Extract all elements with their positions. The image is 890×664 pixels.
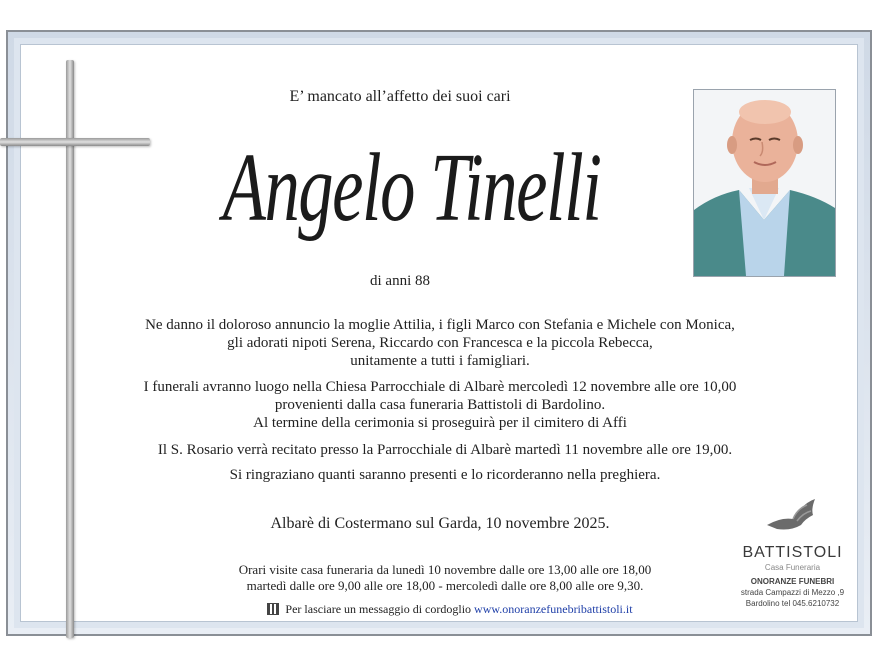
dove-icon (763, 495, 823, 535)
family-line: Ne danno il doloroso annuncio la moglie Attilia, i figli Marco con Stefania e Michele con Monica, (145, 317, 735, 333)
brand-service: ONORANZE FUNEBRI (750, 577, 835, 586)
condolence-message (230, 602, 670, 617)
place-date: Albarè di Costermano sul Garda, 10 novembre 2025. (270, 515, 610, 532)
visiting-hours-line: Orari visite casa funeraria da lunedì 10 novembre dalle ore 13,00 alle ore 18,00 (238, 562, 652, 577)
funeral-line: I funerali avranno luogo nella Chiesa Parrocchiale di Albarè mercoledì 12 novembre alle ore 10,00 (143, 379, 737, 395)
visiting-hours-line: martedì dalle ore 9,00 alle ore 18,00 - mercoledì dalle ore 8,00 alle ore 9,30. (246, 578, 644, 593)
rosary-line: Il S. Rosario verrà recitato presso la Parrocchiale di Albarè martedì 11 novembre alle ore 19,00. (157, 442, 733, 458)
funeral-line: provenienti dalla casa funeraria Battistoli di Bardolino. (274, 397, 606, 413)
family-line: unitamente a tutti i famigliari. (350, 353, 530, 369)
family-line: gli adorati nipoti Serena, Riccardo con Francesca e la piccola Rebecca, (227, 335, 653, 351)
age-line: di anni 88 (370, 273, 430, 289)
message-prefix: Per lasciare un messaggio di cordoglio (285, 602, 472, 616)
brand-phone: Bardolino tel 045.6210732 (745, 599, 840, 608)
funeral-line: Al termine della cerimonia si proseguirà per il cimitero di Affi (253, 415, 627, 431)
funeral-paragraph (100, 378, 780, 432)
funeral-home-logo (730, 495, 855, 609)
qr-code-icon (267, 603, 279, 615)
visiting-hours (150, 562, 740, 594)
thanks-line: Si ringraziano quanti saranno presenti e lo ricorderanno nella preghiera. (229, 467, 661, 483)
cross-horizontal-bar (0, 138, 150, 146)
family-paragraph (100, 316, 780, 370)
portrait-illustration (694, 90, 835, 276)
brand-subtitle: Casa Funeraria (764, 563, 821, 572)
brand-address: strada Campazzi di Mezzo ,9 (740, 588, 845, 597)
portrait-photo (693, 89, 836, 277)
intro-line: E’ mancato all’affetto dei suoi cari (289, 88, 511, 105)
condolence-link[interactable]: www.onoranzefunebribattistoli.it (474, 602, 633, 616)
brand-name: BATTISTOLI (742, 544, 843, 561)
cross-vertical-bar (66, 60, 74, 638)
deceased-name: Angelo Tinelli (222, 134, 601, 242)
